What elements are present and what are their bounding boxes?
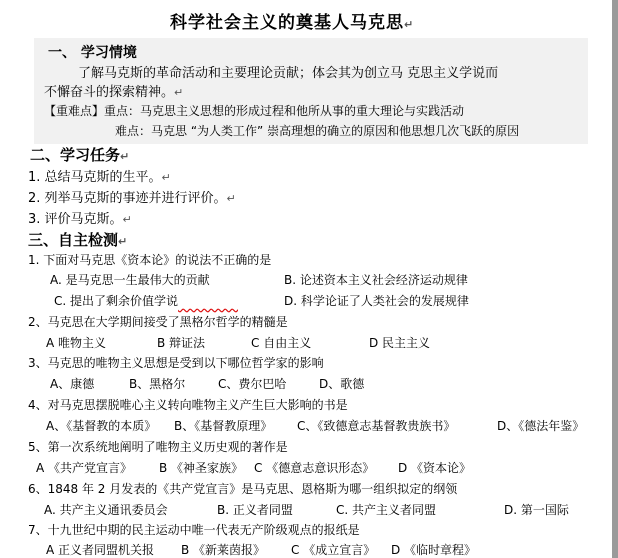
task-item: 3. 评价马克斯。↵ [28, 212, 132, 227]
task-item: 1. 总结马克斯的生平。↵ [28, 170, 171, 185]
q1-option-c: C. 提出了剩余价值学说 [54, 294, 179, 308]
question-6: 6、1848 年 2 月发表的《共产党宣言》是马克思、恩格斯为哪一组织拟定的纲领 [28, 482, 458, 496]
question-4: 4、对马克思摆脱唯心主义转向唯物主义产生巨大影响的书是 [28, 398, 348, 412]
question-2: 2、马克思在大学期间接受了黑格尔哲学的精髓是 [28, 315, 288, 329]
question-3: 3、马克思的唯物主义思想是受到以下哪位哲学家的影响 [28, 356, 324, 370]
q2-option-a: A 唯物主义 [46, 336, 107, 350]
section2-heading: 二、学习任务↵ [30, 146, 130, 164]
q7-option-b: B 《新莱茵报》 [181, 543, 266, 557]
q3-option-a: A、康德 [50, 377, 95, 391]
section1-line1: 了解马克斯的革命活动和主要理论贡献；体会其为创立马 克思主义学说而 [78, 66, 499, 81]
question-5: 5、第一次系统地阐明了唯物主义历史观的著作是 [28, 440, 288, 454]
q4-option-d: D、《德法年鉴》 [497, 419, 585, 433]
page-title: 科学社会主义的奠基人马克思↵ [170, 13, 415, 33]
task-item: 2. 列举马克斯的事迹并进行评价。↵ [28, 191, 236, 206]
q2-option-b: B 辩证法 [157, 336, 206, 350]
q6-option-c: C. 共产主义者同盟 [336, 503, 437, 517]
q6-option-b: B. 正义者同盟 [217, 503, 293, 517]
q4-option-a: A、《基督教的本质》 [46, 419, 157, 433]
q4-option-b: B、《基督教原理》 [174, 419, 273, 433]
q7-option-d: D 《临时章程》 [391, 543, 477, 557]
section3-heading: 三、自主检测↵ [28, 231, 128, 249]
q6-option-d: D. 第一国际 [504, 503, 569, 517]
q2-option-c: C 自由主义 [251, 336, 312, 350]
q5-option-d: D 《资本论》 [398, 461, 472, 475]
q3-option-d: D、歌德 [319, 377, 365, 391]
section1-line2: 不懈奋斗的探索精神。↵ [44, 85, 184, 100]
section1-heading: 一、 学习情境 [48, 45, 137, 61]
q3-option-b: B、黑格尔 [129, 377, 186, 391]
q5-option-a: A 《共产党宣言》 [36, 461, 133, 475]
q7-option-a: A 正义者同盟机关报 [46, 543, 155, 557]
key-points-line: 【重难点】重点：马克思主义思想的形成过程和他所从事的重大理论与实践活动 [44, 104, 465, 118]
q1-option-a: A. 是马克思一生最伟大的贡献 [50, 273, 210, 287]
q2-option-d: D 民主主义 [369, 336, 431, 350]
difficulty-line: 难点：马克思 “为人类工作” 崇高理想的确立的原因和他思想几次飞跃的原因 [115, 124, 520, 138]
q7-option-c: C 《成立宣言》 [291, 543, 376, 557]
q6-option-a: A. 共产主义通讯委员会 [44, 503, 168, 517]
q4-option-c: C、《致德意志基督教贵族书》 [297, 419, 456, 433]
q1-option-b: B. 论述资本主义社会经济运动规律 [284, 273, 468, 287]
q5-option-b: B 《神圣家族》 [159, 461, 244, 475]
question-1: 1. 下面对马克思《资本论》的说法不正确的是 [28, 253, 272, 267]
q3-option-c: C、费尔巴哈 [218, 377, 287, 391]
question-7: 7、十九世纪中期的民主运动中唯一代表无产阶级观点的报纸是 [28, 523, 360, 537]
scrollbar-edge[interactable] [612, 0, 618, 558]
q5-option-c: C 《德意志意识形态》 [254, 461, 375, 475]
q1-option-d: D. 科学论证了人类社会的发展规律 [284, 294, 469, 308]
